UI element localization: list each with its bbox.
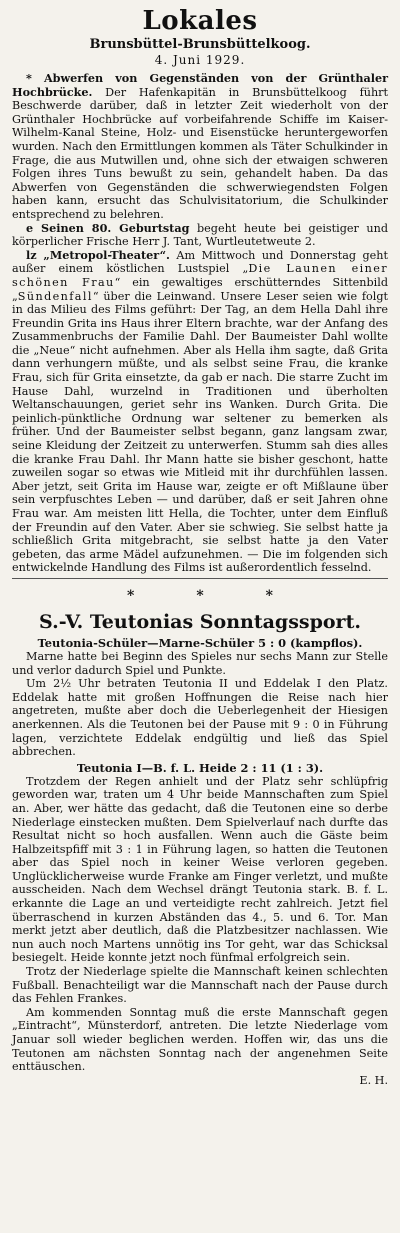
film-title: Sündenfall (17, 289, 93, 303)
section-title-lokales: Lokales (142, 6, 258, 36)
separator-star: * (196, 587, 204, 604)
article-metropol-theater (12, 249, 388, 575)
match-paragraph: Am kommenden Sonntag muß die erste Mannschaft gegen „Eintracht“, Münsterdorf, antreten. Die letzte Niederlage vom Januar soll wieder beglichen werden. Hoffen wir, das uns die Teutonen am nächsten Sonntag nach der angenehmen Seite enttäuschen. (12, 1005, 388, 1074)
separator-star: * (127, 587, 135, 604)
article-body: begeht heute bei geistiger und körperlicher Frische Herr J. Tant, Wurtleutetweute 2. (12, 221, 389, 249)
article-body: “ über die Leinwand. Unsere Leser seien wie folgt in das Milieu des Films geführt: Der Tag, an dem Hella Dahl ihre Freundin Grita ins Haus ihrer Eltern brachte, war der Anfang des Zusammenbruchs der Familie Dahl. Der Baumeister Dahl wollte die „Neue“ nicht aufnehmen. Aber als Hella ihm sagte, daß Grita dann verhungern müßte, und als selbst seine Frau, die kranke Frau, sich für Grita einsetzte, da gab er nach. Die starre Zucht im Hause Dahl, wurzelnd in Traditionen und überholten Weltanschauungen, geriet sehr ins Wanken. Durch Grita. Die peinlich-pünktliche Ordnung war seltener zu bemerken als früher. Und der Baumeister selbst begann, ganz langsam zwar, seine Kleidung der Zeitzeit zu unterwerfen. Stumm sah dies alles die kranke Frau Dahl. Ihr Mann hatte sie bisher geschont, hatte zuweilen sogar so etwas wie Mitleid mit ihr durchfühlen lassen. Aber jetzt, seit Grita im Hause war, zeigte er oft Mißlaune über sein verpfuschtes Leben — und darüber, daß er seit Jahren ohne Frau war. Am meisten litt Hella, die Tochter, unter dem Einfluß der Freundin auf den Vater. Aber sie schwieg. Sie selbst hatte ja schließlich Grita mitgebracht, sie selbst hatte ja den Vater gebeten, das arme Mädel aufzunehmen. — Die im folgenden sich entwickelnde Handlung des Films ist außerordentlich fesselnd. (12, 289, 388, 575)
divider (12, 578, 388, 579)
place-subtitle: Brunsbüttel-Brunsbüttelkoog. (89, 37, 311, 52)
article-lead: e Seinen 80. Geburtstag (26, 220, 190, 235)
match-paragraph: Marne hatte bei Beginn des Spieles nur sechs Mann zur Stelle und verlor dadurch Spiel und Punkte. (12, 649, 388, 677)
author-signature: E. H. (359, 1073, 388, 1087)
article-body: Der Hafenkapitän in Brunsbüttelkoog führt Beschwerde darüber, daß in letzter Zeit wiederholt von der Grünthaler Hochbrücke auf vorbeifahrende Schiffe im Kaiser-Wilhelm-Kanal Steine, Holz- und Eisenstücke heruntergeworfen wurden. Nach den Ermittlungen kommen als Täter Schulkinder in Frage, die aus Mutwillen und, ohne sich der etwaigen schweren Folgen ihres Tuns bewußt zu sein, gehandelt haben. Da das Abwerfen von Gegenständen die schwerwiegendsten Folgen haben kann, ersucht das Schulvisitatorium, die Schulkinder entsprechend zu belehren. (12, 85, 388, 221)
article-body: “ ein gewaltiges erschütterndes Sittenbild „ (12, 275, 388, 303)
article-body: Am Mittwoch und Donnerstag geht außer einem köstlichen Lustspiel „ (12, 248, 388, 276)
match-paragraph: Trotz der Niederlage spielte die Mannschaft keinen schlechten Fußball. Benachteiligt war die Mannschaft nach der Pause durch das Fehlen Frankes. (12, 965, 388, 1006)
match-paragraph: Trotzdem der Regen anhielt und der Platz sehr schlüpfrig geworden war, traten um 4 Uhr beide Mannschaften zum Spiel an. Aber, wer hätte das gedacht, daß die Teutonen eine so derbe Niederlage einstecken mußten. Dem Spielverlauf nach durfte das Resultat nicht so hoch ausfallen. Wenn auch die Gäste beim Halbzeitspfiff mit 3 : 1 in Führung lagen, so hatten die Teutonen aber das Spiel noch in keiner Weise verloren gegeben. Unglücklicherweise wurde Franke am Finger verletzt, und mußte ausscheiden. Nach dem Wechsel drängt Teutonia stark. B. f. L. erkannte die Lage an und verteidigte recht zahlreich. Jetzt fiel überraschend in kurzen Abständen das 4., 5. und 6. Tor. Man merkt jetzt aber deutlich, daß die Platzbesitzer nachlassen. Wie nun auch noch Martens unnötig ins Tor geht, war das Schicksal besiegelt. Heide konnte jetzt noch fünfmal erfolgreich sein. (12, 774, 388, 965)
match-heading: Teutonia I—B. f. L. Heide 2 : 11 (1 : 3). (76, 760, 324, 775)
article-hochbruecke (12, 72, 388, 222)
film-title: Die Launen einer schönen Frau (12, 262, 388, 289)
match-paragraph: Um 2½ Uhr betraten Teutonia II und Eddelak I den Platz. Eddelak hatte mit großen Hoffnungen die Reise nach hier angetreten, mußte aber doch die Ueberlegenheit der Hiesigen anerkennen. Als die Teutonen bei der Pause mit 9 : 0 in Führung lagen, verzichtete Eddelak endgültig und ließ das Spiel abbrechen. (12, 677, 388, 759)
issue-date: 4. Juni 1929. (154, 53, 246, 67)
sport-title: S.-V. Teutonias Sonntagssport. (39, 610, 361, 633)
article-lead: * Abwerfen von Gegenständen von der Grünthaler Hochbrücke. (12, 71, 388, 99)
match-heading: Teutonia-Schüler—Marne-Schüler 5 : 0 (kampflos). (37, 635, 363, 650)
article-geburtstag (12, 222, 388, 249)
section-separator (12, 587, 388, 605)
separator-star: * (265, 587, 273, 604)
article-lead: lz „Metropol-Theater“. (26, 247, 170, 262)
